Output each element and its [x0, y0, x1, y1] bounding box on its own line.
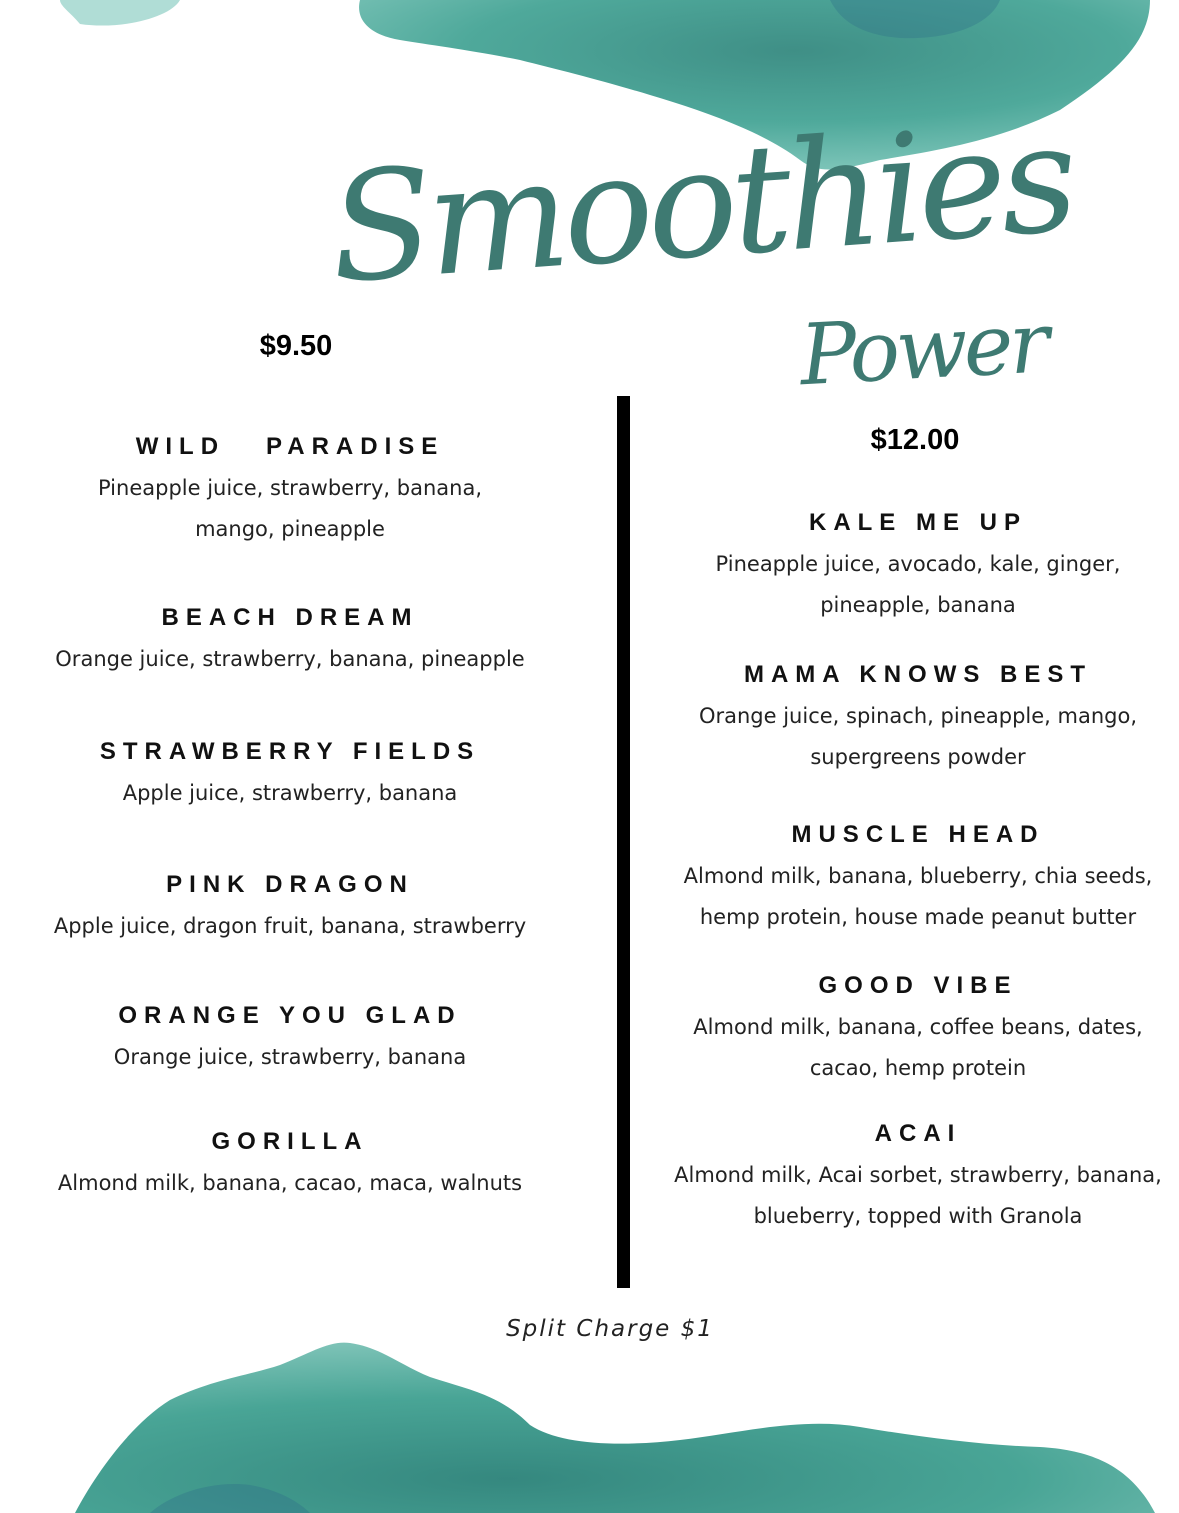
item-name: MAMA KNOWS BEST [743, 661, 1093, 688]
item-name: KALE ME UP [808, 509, 1027, 536]
item-description: Almond milk, banana, cacao, maca, walnuts [57, 1171, 523, 1195]
power-heading: Power [797, 293, 1048, 405]
item-name: ACAI [874, 1120, 962, 1147]
item-description: Pineapple juice, avocado, kale, ginger, pineapple, banana [715, 552, 1121, 617]
item-description: Pineapple juice, strawberry, banana, mango, pineapple [97, 476, 483, 541]
menu-item [30, 1125, 550, 1204]
menu-item [660, 658, 1176, 778]
menu-item [660, 1117, 1176, 1237]
item-name: WILD PARADISE [135, 433, 445, 460]
item-description: Orange juice, spinach, pineapple, mango, supergreens powder [698, 704, 1138, 769]
menu-item [30, 735, 550, 814]
menu-item [30, 868, 550, 947]
menu-item [660, 506, 1176, 626]
item-description: Almond milk, banana, blueberry, chia seeds, hemp protein, house made peanut butter [683, 864, 1153, 929]
column-divider [617, 396, 630, 1288]
item-description: Almond milk, banana, coffee beans, dates, cacao, hemp protein [693, 1015, 1143, 1080]
item-name: PINK DRAGON [166, 871, 414, 898]
menu-item [660, 969, 1176, 1089]
item-name: ORANGE YOU GLAD [118, 1002, 462, 1029]
menu-item [30, 999, 550, 1078]
item-description: Apple juice, strawberry, banana [122, 781, 458, 805]
item-description: Almond milk, Acai sorbet, strawberry, banana, blueberry, topped with Granola [674, 1163, 1162, 1228]
menu-item [660, 818, 1176, 938]
price-right: $12.00 [870, 424, 960, 456]
item-name: MUSCLE HEAD [791, 821, 1045, 848]
item-description: Orange juice, strawberry, banana, pineapple [55, 647, 525, 671]
item-name: STRAWBERRY FIELDS [99, 738, 481, 765]
item-name: BEACH DREAM [161, 604, 419, 631]
item-name: GOOD VIBE [818, 972, 1018, 999]
menu-item [30, 430, 550, 550]
menu-title: Smoothies [324, 91, 1078, 317]
watercolor-bottom-decoration [0, 1335, 1179, 1513]
split-charge-note: Split Charge $1 [506, 1316, 714, 1342]
item-description: Apple juice, dragon fruit, banana, strawberry [53, 914, 527, 938]
item-name: GORILLA [211, 1128, 369, 1155]
item-description: Orange juice, strawberry, banana [113, 1045, 467, 1069]
menu-item [30, 601, 550, 680]
price-left: $9.50 [259, 330, 333, 362]
